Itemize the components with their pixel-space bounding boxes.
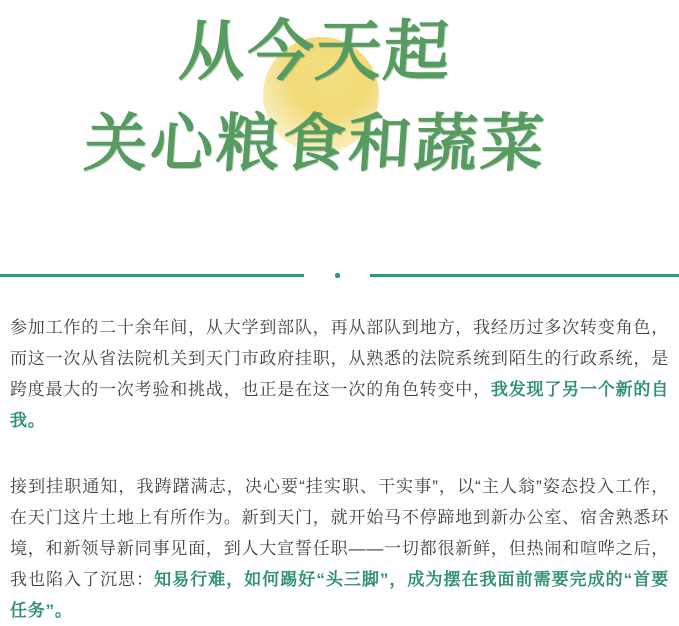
paragraph-2: [10, 471, 669, 626]
paragraph-1-highlight: 我发现了另一个新的自我。: [10, 380, 670, 430]
divider-line-left: [0, 274, 304, 277]
section-divider: [0, 274, 679, 277]
paragraph-1-text: 参加工作的二十余年间，从大学到部队，再从部队到地方，我经历过多次转变角色，而这一次从省法院机关到天门市政府挂职，从熟悉的法院系统到陌生的行政系统，是跨度最大的一次考验和挑战，也正是在这一次的角色转变中，: [10, 318, 669, 399]
paragraph-2-highlight: 知易行难，如何踢好“头三脚”，成为摆在我面前需要完成的“首要任务”。: [10, 570, 669, 620]
paragraph-1: [10, 312, 669, 436]
divider-dot: [335, 273, 340, 278]
article-body: [0, 312, 679, 626]
paragraph-2-text: 接到挂职通知，我踌躇满志，决心要“挂实职、干实事”，以“主人翁”姿态投入工作，在天门这片土地上有所作为。新到天门，就开始马不停蹄地到新办公室、宿舍熟悉环境，和新领导新同事见面，到人大宣誓任职——一切都很新鲜，但热闹和喧哗之后，我也陷入了沉思：: [10, 477, 669, 589]
title-banner: [0, 0, 679, 212]
title-line-2: 关心粮食和蔬菜: [81, 106, 550, 180]
divider-line-right: [370, 274, 679, 277]
title-line-1: 从今天起: [176, 12, 455, 90]
